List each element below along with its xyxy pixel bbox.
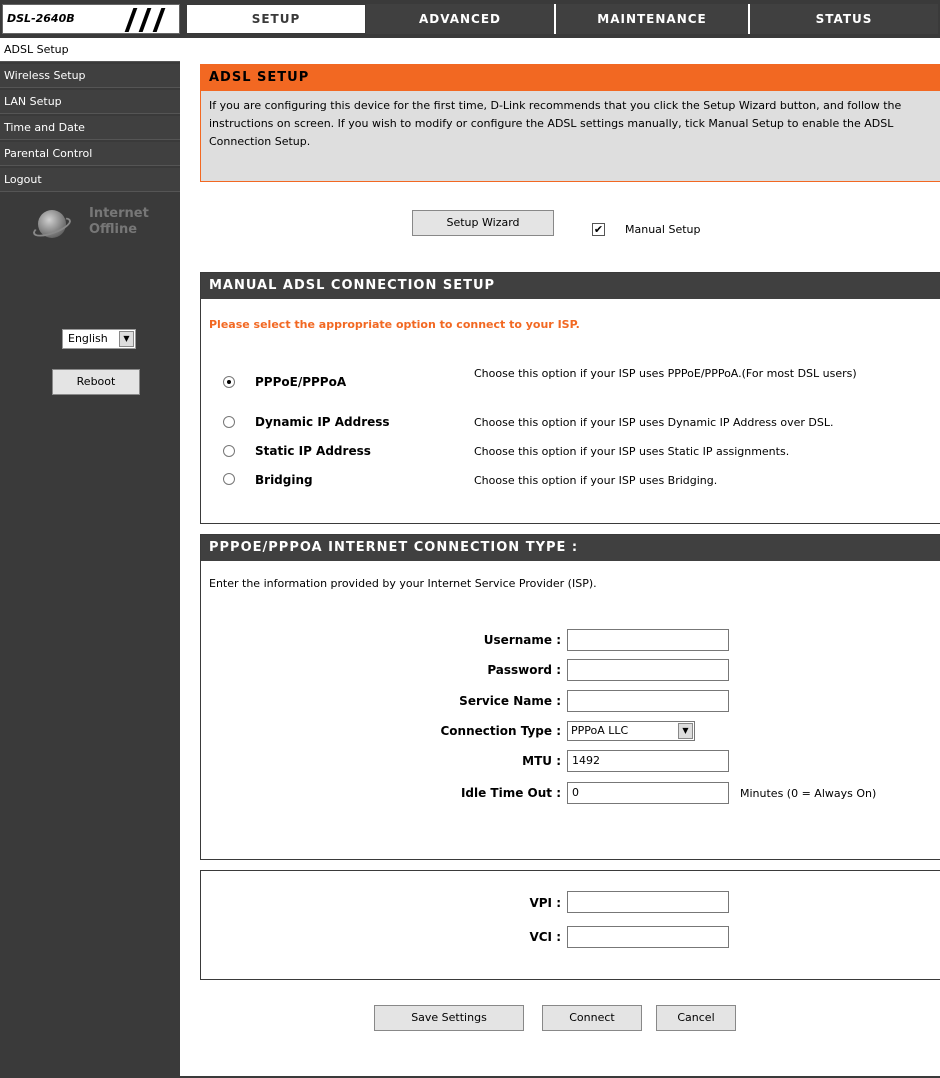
adsl-setup-panel [200, 64, 940, 182]
language-select[interactable] [62, 329, 136, 349]
radio-pppoe-pppoa[interactable] [223, 376, 235, 388]
sidebar-item-lan-setup[interactable]: LAN Setup [0, 90, 180, 114]
vpi-input[interactable] [567, 891, 729, 913]
cancel-button[interactable]: Cancel [656, 1005, 736, 1031]
username-input[interactable] [567, 629, 729, 651]
save-settings-button[interactable]: Save Settings [374, 1005, 524, 1031]
option-description: Choose this option if your ISP uses Static IP assignments. [474, 445, 790, 458]
option-label: Static IP Address [255, 444, 371, 458]
option-description: Choose this option if your ISP uses PPPoE/PPPoA.(For most DSL users) [474, 367, 857, 380]
username-label: Username : [483, 633, 561, 647]
service-name-input[interactable] [567, 690, 729, 712]
isp-info-text: Enter the information provided by your Internet Service Provider (ISP). [209, 577, 597, 590]
panel-title: MANUAL ADSL CONNECTION SETUP [201, 273, 940, 299]
radio-static-ip[interactable] [223, 445, 235, 457]
reboot-button[interactable]: Reboot [52, 369, 140, 395]
sidebar-item-logout[interactable]: Logout [0, 168, 180, 192]
vpi-vci-panel [200, 870, 940, 980]
main-content [182, 38, 940, 1078]
mtu-label: MTU : [522, 754, 561, 768]
language-value: English [68, 332, 108, 345]
option-description: Choose this option if your ISP uses Dynamic IP Address over DSL. [474, 416, 834, 429]
vpi-label: VPI : [529, 896, 561, 910]
panel-title: PPPOE/PPPOA INTERNET CONNECTION TYPE : [201, 535, 940, 561]
option-label: Dynamic IP Address [255, 415, 390, 429]
vci-label: VCI : [529, 930, 561, 944]
pppoe-connection-panel [200, 534, 940, 860]
connection-type-label: Connection Type : [440, 724, 561, 738]
panel-title: ADSL SETUP [201, 65, 940, 91]
manual-setup-checkbox[interactable]: ✔ [593, 223, 604, 236]
tab-status[interactable]: STATUS [750, 4, 938, 34]
mtu-input[interactable]: 1492 [567, 750, 729, 772]
sidebar-item-wireless-setup[interactable]: Wireless Setup [0, 64, 180, 88]
setup-wizard-button[interactable]: Setup Wizard [412, 210, 554, 236]
model-name: DSL-2640B [7, 12, 75, 25]
manual-connection-panel [200, 272, 940, 524]
manual-setup-label: Manual Setup [625, 223, 701, 236]
vci-input[interactable] [567, 926, 729, 948]
internet-status [0, 194, 180, 264]
main-tabs [186, 4, 940, 34]
option-label: PPPoE/PPPoA [255, 375, 347, 389]
intro-text: If you are configuring this device for the first time, D-Link recommends that you click the Setup Wizard button, and follow the instructions on screen. If you wish to modify or configure the ADSL settings manually, tick Manual Setup to enable the ADSL Connection Setup. [201, 91, 940, 157]
radio-bridging[interactable] [223, 473, 235, 485]
logo-slash-icon [139, 8, 152, 32]
idle-timeout-input[interactable]: 0 [567, 782, 729, 804]
chevron-down-icon: ▼ [678, 723, 693, 739]
sidebar-item-time-and-date[interactable]: Time and Date [0, 116, 180, 140]
idle-timeout-label: Idle Time Out : [460, 786, 561, 800]
logo-slash-icon [125, 8, 138, 32]
service-name-label: Service Name : [459, 694, 561, 708]
connection-type-value: PPPoA LLC [571, 724, 629, 737]
model-logo [2, 4, 180, 34]
password-label: Password : [487, 663, 561, 677]
sidebar-item-parental-control[interactable]: Parental Control [0, 142, 180, 166]
internet-status-value: Offline [89, 222, 138, 237]
connect-button[interactable]: Connect [542, 1005, 642, 1031]
idle-timeout-hint: Minutes (0 = Always On) [740, 787, 877, 800]
chevron-down-icon: ▼ [119, 331, 134, 347]
tab-advanced[interactable]: ADVANCED [366, 4, 556, 34]
password-input[interactable] [567, 659, 729, 681]
logo-slash-icon [153, 8, 166, 32]
connection-type-select[interactable] [567, 721, 695, 741]
tab-maintenance[interactable]: MAINTENANCE [556, 4, 750, 34]
tab-setup[interactable]: SETUP [186, 4, 366, 34]
internet-status-label: Internet [89, 206, 149, 221]
isp-prompt: Please select the appropriate option to connect to your ISP. [209, 318, 580, 331]
option-description: Choose this option if your ISP uses Bridging. [474, 474, 718, 487]
option-label: Bridging [255, 473, 313, 487]
sidebar-item-adsl-setup[interactable]: ADSL Setup [0, 38, 180, 62]
radio-dynamic-ip[interactable] [223, 416, 235, 428]
top-bar [0, 0, 940, 38]
sidebar [0, 38, 180, 1078]
